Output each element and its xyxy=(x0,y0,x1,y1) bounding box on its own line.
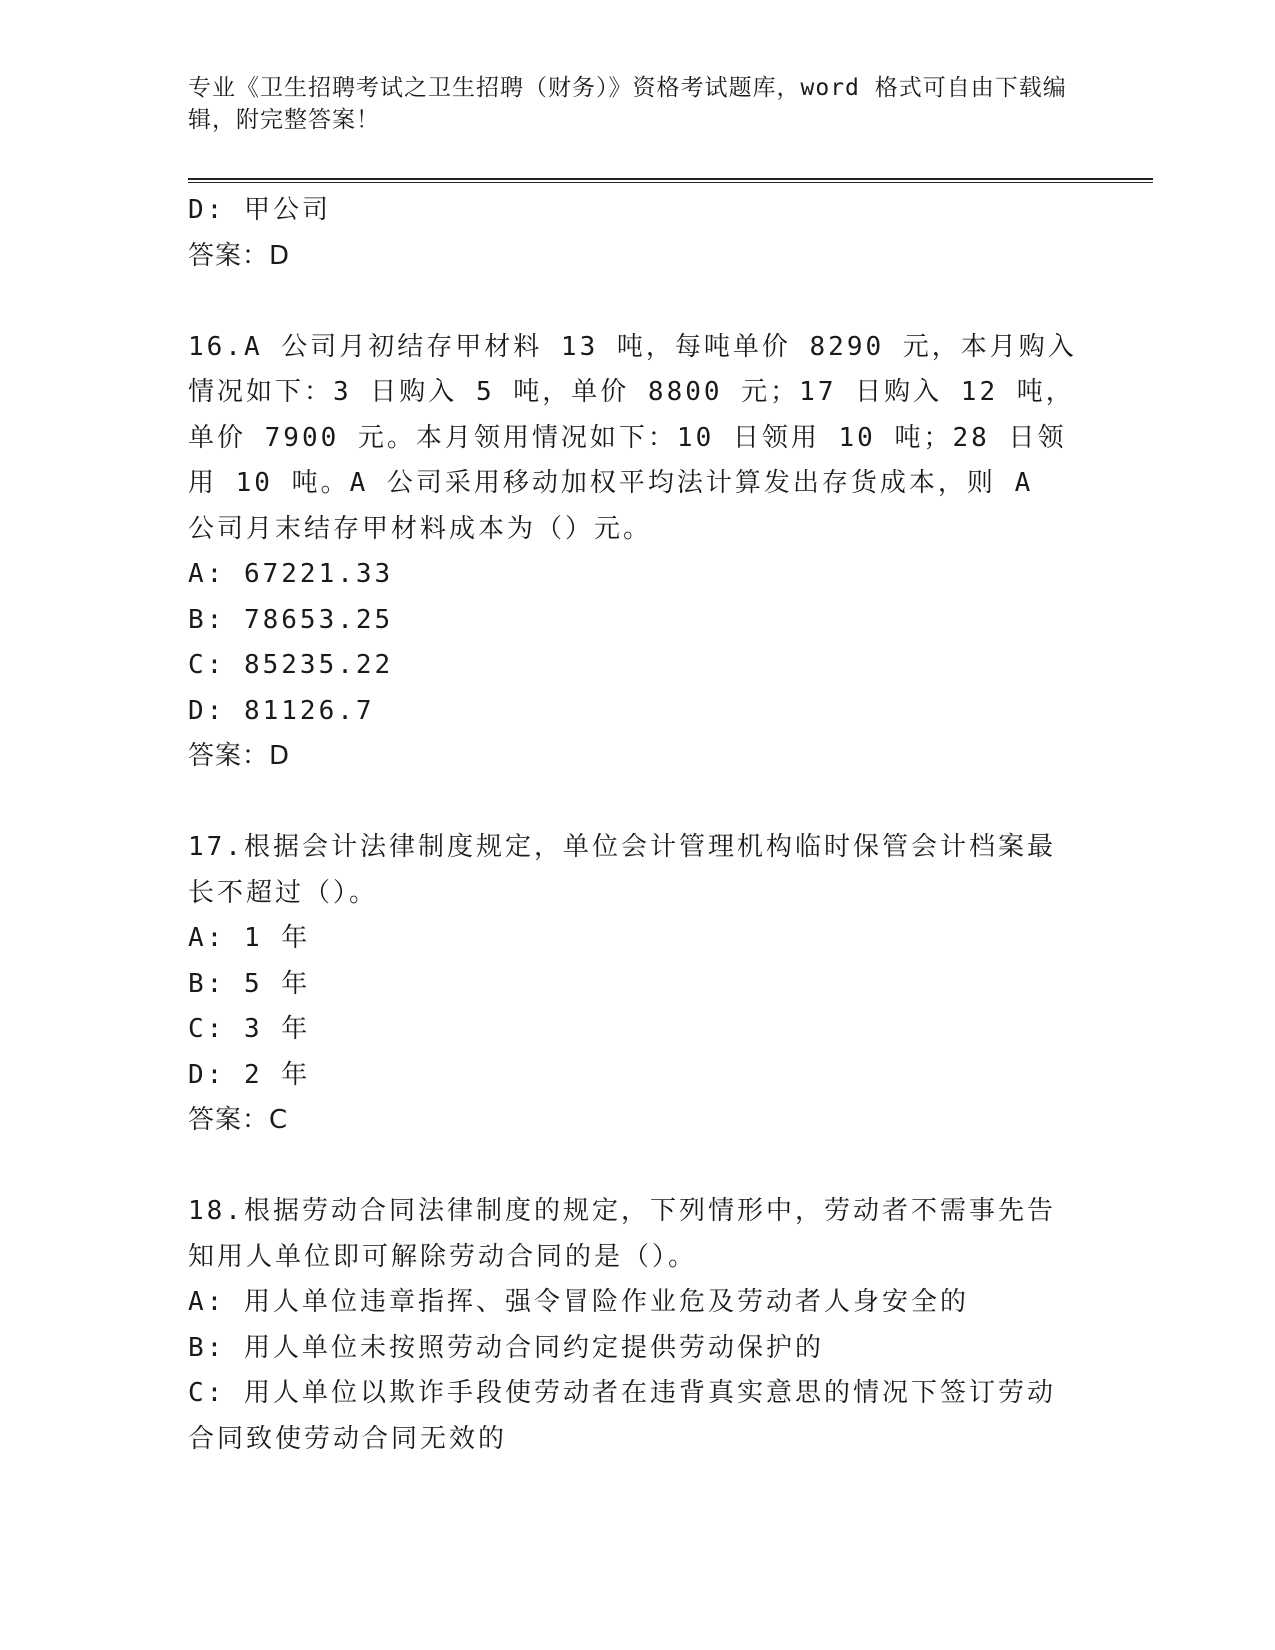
header-text: 专业《卫生招聘考试之卫生招聘（财务）》资格考试题库，word 格式可自由下载编辑，附完整答案！ xyxy=(188,75,1067,133)
question-stem: 17.根据会计法律制度规定，单位会计管理机构临时保管会计档案最长不超过（）。 xyxy=(188,832,1056,908)
document-header xyxy=(188,72,1088,136)
option-c: C: 85235.22 xyxy=(188,650,394,680)
prev-answer: 答案：D xyxy=(188,240,291,271)
question-17 xyxy=(188,825,1078,1144)
option-b: B: 5 年 xyxy=(188,968,311,999)
answer: 答案：D xyxy=(188,741,291,771)
option-d: D: 2 年 xyxy=(188,1059,311,1090)
spacer xyxy=(188,780,1078,826)
question-stem: 16.A 公司月初结存甲材料 13 吨，每吨单价 8290 元，本月购入情况如下：3 日购入 5 吨，单价 8800 元；17 日购入 12 吨，单价 7900 元。本月领用情况如下：10 日领用 10 吨；28 日领用 10 吨。A 公司采用移动加权平均法计算发出存货成本，则 A 公司月末结存甲材料成本为（）元。 xyxy=(188,331,1077,544)
prev-option-d: D: 甲公司 xyxy=(188,195,331,225)
option-d: D: 81126.7 xyxy=(188,695,375,726)
answer: 答案：C xyxy=(188,1105,289,1135)
option-a: A: 1 年 xyxy=(188,923,311,953)
question-stem: 18.根据劳动合同法律制度的规定，下列情形中，劳动者不需事先告知用人单位即可解除劳动合同的是（）。 xyxy=(188,1196,1056,1272)
option-b: B: 78653.25 xyxy=(188,604,394,635)
question-16 xyxy=(188,325,1078,780)
option-c: C: 3 年 xyxy=(188,1014,311,1044)
spacer xyxy=(188,1144,1078,1190)
header-divider xyxy=(188,178,1153,183)
option-a: A: 用人单位违章指挥、强令冒险作业危及劳动者人身安全的 xyxy=(188,1287,969,1317)
spacer xyxy=(188,279,1078,325)
document-body xyxy=(188,188,1078,1462)
option-b: B: 用人单位未按照劳动合同约定提供劳动保护的 xyxy=(188,1332,824,1363)
option-a: A: 67221.33 xyxy=(188,559,394,589)
option-c: C: 用人单位以欺诈手段使劳动者在违背真实意思的情况下签订劳动合同致使劳动合同无效的 xyxy=(188,1378,1056,1454)
question-18 xyxy=(188,1189,1078,1462)
